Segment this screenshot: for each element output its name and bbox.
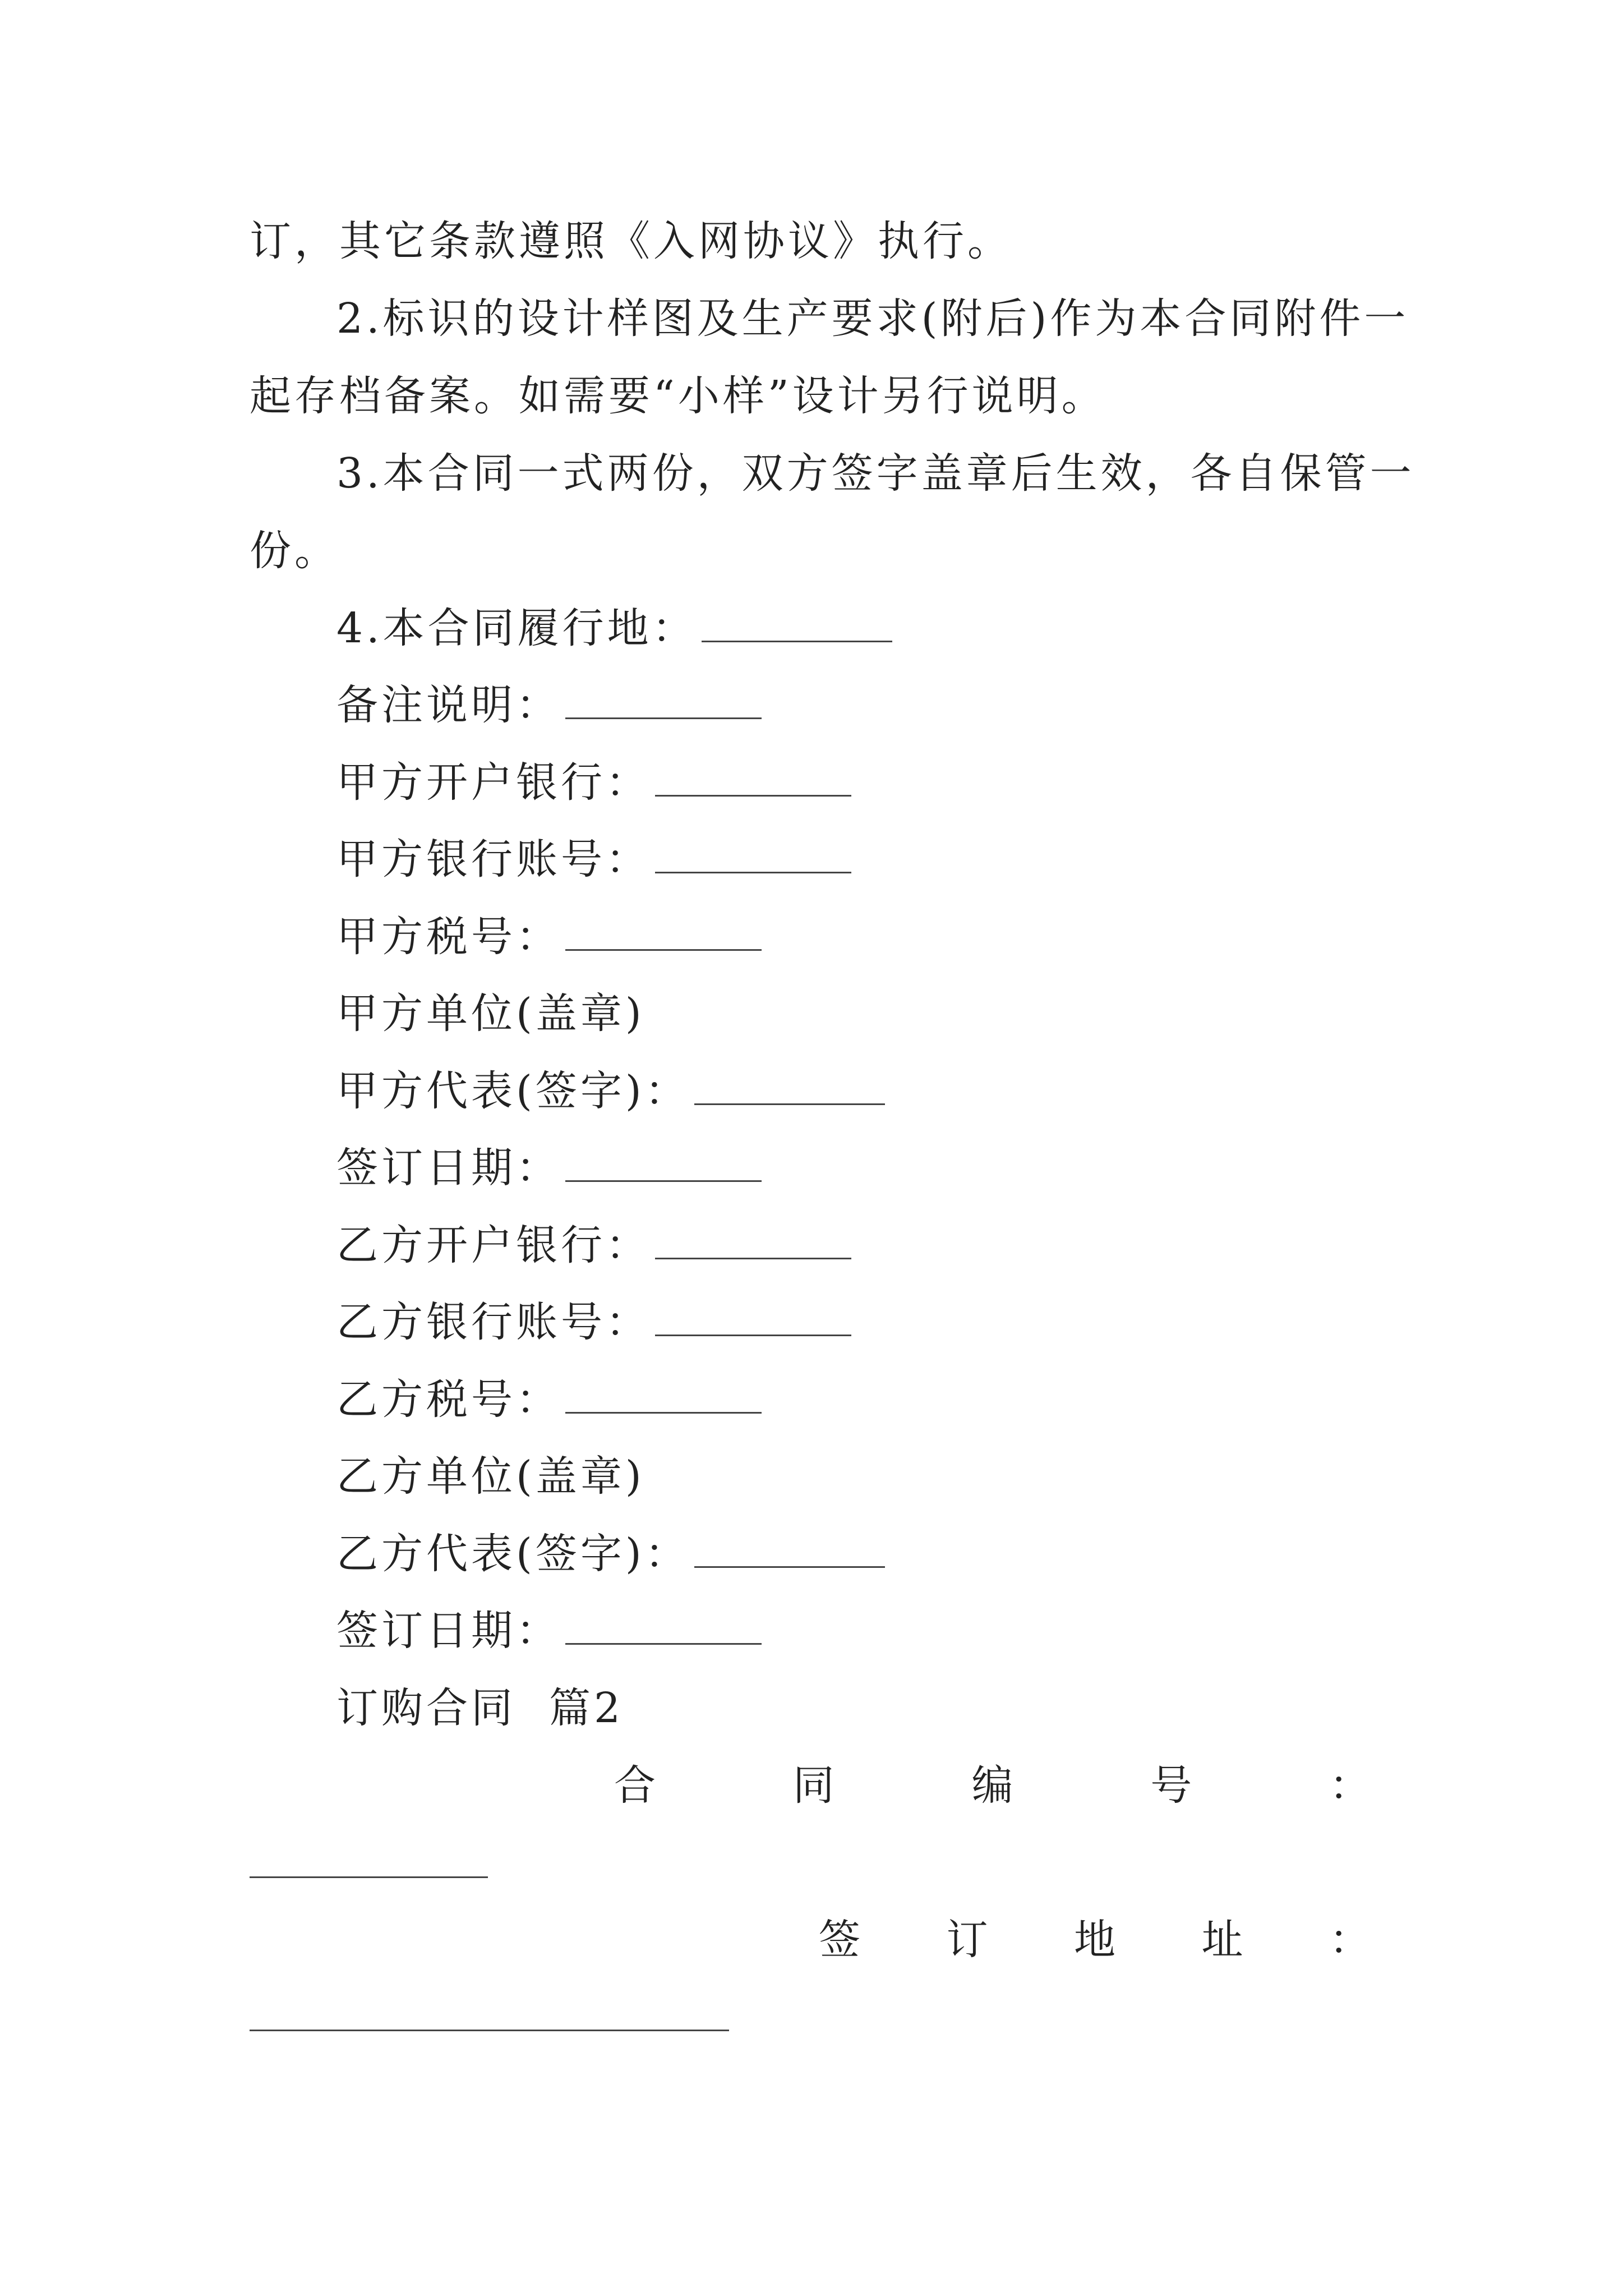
field-b-account	[336, 1294, 851, 1350]
paragraph-2-line-2: 起存档备案。如需要“小样”设计另行说明。	[250, 372, 1106, 420]
field-a-date-label: 签订日期：	[336, 1144, 561, 1192]
field-b-rep-label: 乙方代表(签字)：	[336, 1530, 690, 1578]
field-a-date-blank[interactable]	[565, 1171, 762, 1182]
contract-number-blank[interactable]	[250, 1876, 488, 1878]
section-title: 订购合同 篇2	[336, 1684, 624, 1732]
field-b-date-blank[interactable]	[565, 1634, 762, 1645]
field-remark	[336, 677, 762, 733]
field-a-tax-label: 甲方税号：	[336, 913, 561, 961]
field-a-rep-blank[interactable]	[694, 1094, 885, 1105]
field-a-tax-blank[interactable]	[565, 940, 762, 951]
paragraph-3-line-1: 3.本合同一式两份，双方签字盖章后生效，各自保管一	[336, 449, 1415, 498]
field-b-tax-label: 乙方税号：	[336, 1375, 561, 1424]
contract-number-char-5: ：	[1329, 1761, 1374, 1810]
field-b-tax-blank[interactable]	[565, 1403, 762, 1414]
paragraph-3-line-2: 份。	[250, 527, 339, 575]
field-remark-label: 备注说明：	[336, 681, 561, 729]
field-a-account	[336, 831, 851, 887]
field-b-date	[336, 1603, 762, 1659]
field-a-tax	[336, 909, 762, 965]
field-b-date-label: 签订日期：	[336, 1607, 561, 1655]
contract-number-char-4: 号	[1150, 1761, 1196, 1810]
field-a-rep	[336, 1063, 885, 1119]
field-a-bank-blank[interactable]	[655, 786, 851, 797]
field-b-rep	[336, 1526, 885, 1582]
sign-address-char-3: 地	[1074, 1916, 1119, 1964]
field-b-bank-blank[interactable]	[655, 1249, 851, 1259]
field-a-account-blank[interactable]	[655, 863, 851, 873]
sign-address-char-4: 址	[1201, 1916, 1247, 1964]
field-a-date	[336, 1140, 762, 1196]
field-b-bank	[336, 1217, 851, 1273]
sign-address-blank[interactable]	[250, 2030, 729, 2031]
sign-address-char-1: 签	[819, 1916, 864, 1964]
field-place-label: 4.本合同履行地：	[336, 604, 697, 652]
field-place	[336, 600, 892, 656]
sign-address-label	[819, 1912, 1374, 1968]
field-b-unit: 乙方单位(盖章)	[336, 1452, 645, 1501]
field-b-account-blank[interactable]	[655, 1326, 851, 1336]
field-place-blank[interactable]	[702, 632, 892, 642]
field-a-rep-label: 甲方代表(签字)：	[336, 1067, 690, 1115]
paragraph-2-line-1: 2.标识的设计样图及生产要求(附后)作为本合同附件一	[336, 295, 1409, 343]
field-b-rep-blank[interactable]	[694, 1557, 885, 1568]
sign-address-char-5: ：	[1329, 1916, 1374, 1964]
field-a-account-label: 甲方银行账号：	[336, 835, 651, 884]
field-a-bank-label: 甲方开户银行：	[336, 758, 651, 807]
contract-number-char-2: 同	[792, 1761, 838, 1810]
field-a-unit: 甲方单位(盖章)	[336, 990, 645, 1038]
contract-number-char-3: 编	[971, 1761, 1017, 1810]
contract-number-char-1: 合	[614, 1761, 659, 1810]
field-b-tax	[336, 1372, 762, 1428]
field-a-bank	[336, 754, 851, 811]
paragraph-1: 订，其它条款遵照《入网协议》执行。	[250, 217, 1012, 265]
sign-address-char-2: 订	[946, 1916, 992, 1964]
contract-number-label	[614, 1757, 1374, 1814]
field-b-bank-label: 乙方开户银行：	[336, 1221, 651, 1269]
field-b-account-label: 乙方银行账号：	[336, 1298, 651, 1346]
field-remark-blank[interactable]	[565, 708, 762, 719]
